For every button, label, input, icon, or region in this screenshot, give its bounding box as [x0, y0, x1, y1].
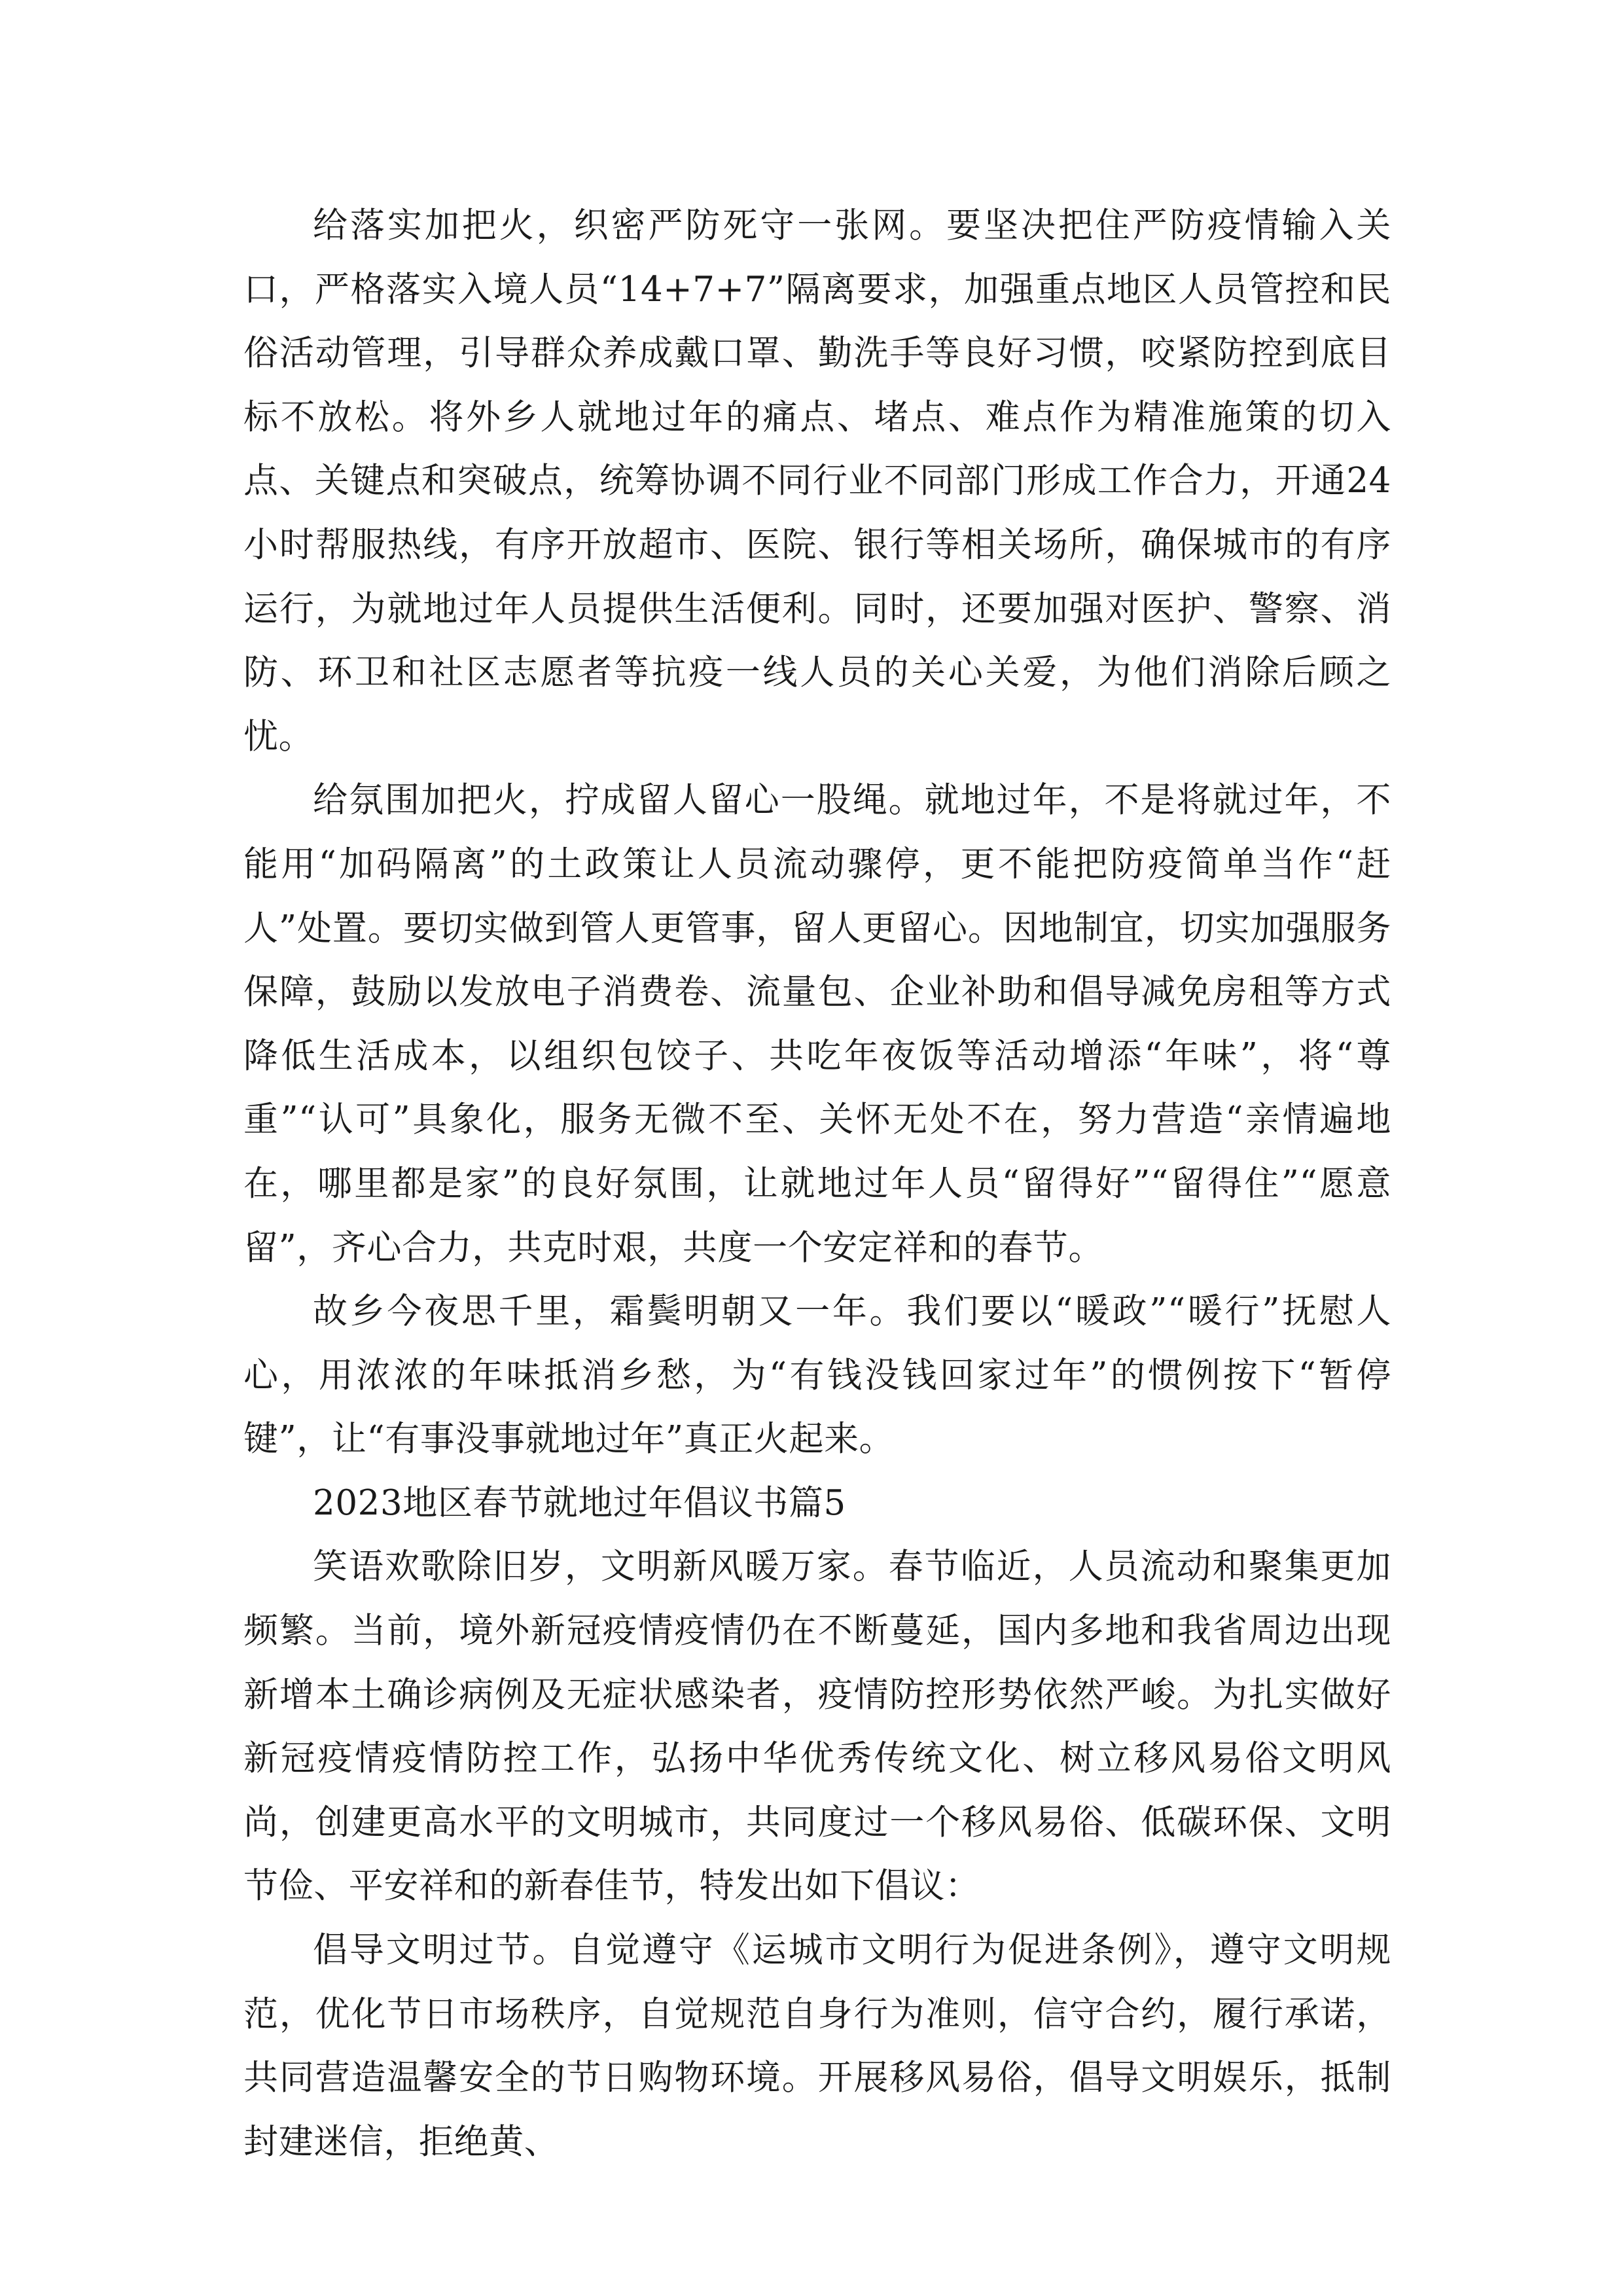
paragraph-festive-atmosphere: 给氛围加把火，拧成留人留心一股绳。就地过年，不是将就过年，不能用“加码隔离”的土政策让人员流动骤停，更不能把防疫简单当作“赶人”处置。要切实做到管人更管事，留人更留心。因地制宜，切实加强服务保障，鼓励以发放电子消费卷、流量包、企业补助和倡导减免房租等方式降低生活成本，以组织包饺子、共吃年夜饭等活动增添“年味”，将“尊重”“认可”具象化，服务无微不至、关怀无处不在，努力营造“亲情遍地在，哪里都是家”的良好氛围，让就地过年人员“留得好”“留得住”“愿意留”，齐心合力，共克时艰，共度一个安定祥和的春节。 — [243, 780, 1391, 1268]
paragraph-proposal-intro: 笑语欢歌除旧岁，文明新风暖万家。春节临近，人员流动和聚集更加频繁。当前，境外新冠疫情疫情仍在不断蔓延，国内多地和我省周边出现新增本土确诊病例及无症状感染者，疫情防控形势依然严峻。为扎实做好新冠疫情疫情防控工作，弘扬中华优秀传统文化、树立移风易俗文明风尚，创建更高水平的文明城市，共同度过一个移风易俗、低碳环保、文明节俭、平安祥和的新春佳节，特发出如下倡议： — [243, 1547, 1391, 1907]
paragraph-hometown-longing: 故乡今夜思千里，霜鬓明朝又一年。我们要以“暖政”“暖行”抚慰人心，用浓浓的年味抵消乡愁，为“有钱没钱回家过年”的惯例按下“暂停键”，让“有事没事就地过年”真正火起来。 — [243, 1291, 1391, 1460]
paragraph-civilized-festival: 倡导文明过节。自觉遵守《运城市文明行为促进条例》，遵守文明规范，优化节日市场秩序，自觉规范自身行为准则，信守合约，履行承诺，共同营造温馨安全的节日购物环境。开展移风易俗，倡导文明娱乐，抵制封建迷信，拒绝黄、 — [243, 1930, 1391, 2162]
paragraph-epidemic-prevention: 给落实加把火，织密严防死守一张网。要坚决把住严防疫情输入关口，严格落实入境人员“14+7+7”隔离要求，加强重点地区人员管控和民俗活动管理，引导群众养成戴口罩、勤洗手等良好习惯，咬紧防控到底目标不放松。将外乡人就地过年的痛点、堵点、难点作为精准施策的切入点、关键点和突破点，统筹协调不同行业不同部门形成工作合力，开通24小时帮服热线，有序开放超市、医院、银行等相关场所，确保城市的有序运行，为就地过年人员提供生活便利。同时，还要加强对医护、警察、消防、环卫和社区志愿者等抗疫一线人员的关心关爱，为他们消除后顾之忧。 — [243, 206, 1391, 757]
document-body — [243, 194, 1391, 2174]
section-heading-proposal-5: 2023地区春节就地过年倡议书篇5 — [313, 1482, 846, 1523]
